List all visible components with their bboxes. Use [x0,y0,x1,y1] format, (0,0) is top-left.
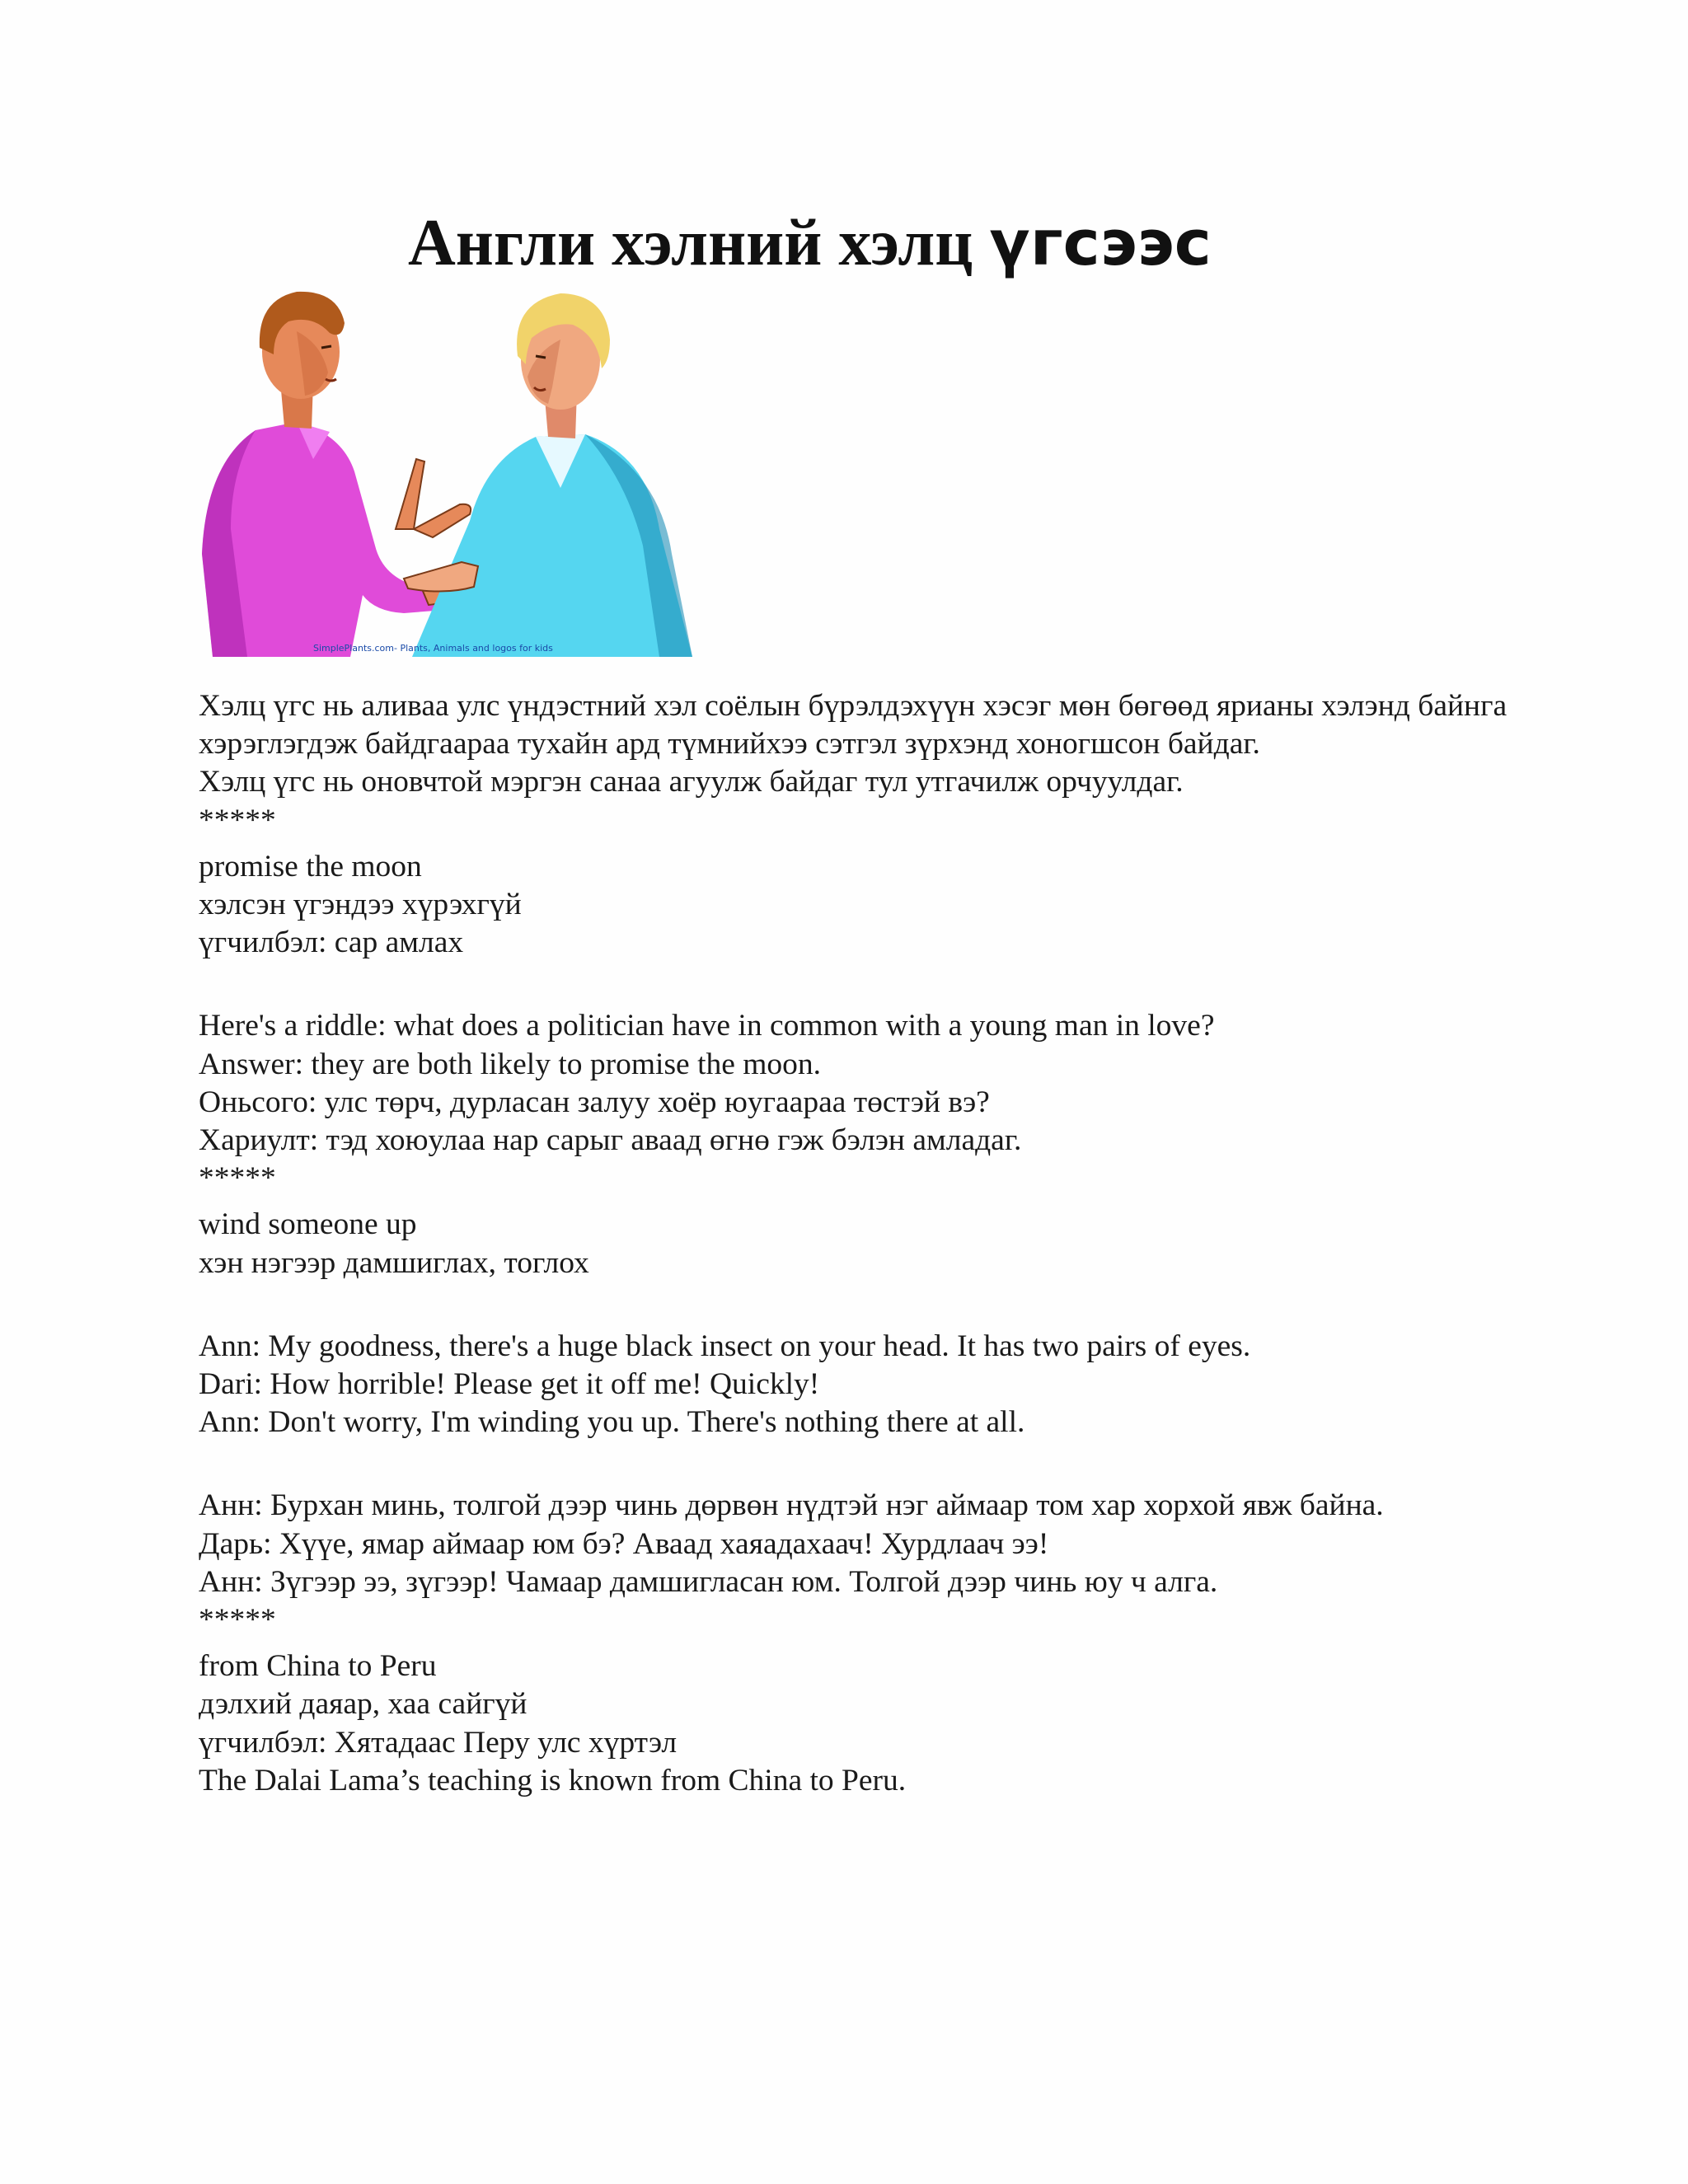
idiom-2-example-en-line: Ann: Don't worry, I'm winding you up. There's nothing there at all. [199,1405,1025,1440]
two-men-talking-illustration [198,282,692,657]
idiom-1-literal: үгчилбэл: сар амлах [199,926,464,960]
idiom-1-example-line: Хариулт: тэд хоюулаа нар сарыг аваад өгнө гэж бэлэн амладаг. [199,1123,1022,1158]
idiom-3-meaning: дэлхий даяар, хаа сайгүй [199,1687,528,1722]
idiom-3-phrase: from China to Peru [199,1649,437,1684]
page-title [408,206,1212,280]
section-separator: ***** [199,1603,276,1638]
idiom-2-example-en-line: Ann: My goodness, there's a huge black insect on your head. It has two pairs of eyes. [199,1329,1251,1363]
intro-paragraph-1: Хэлц үгс нь аливаа улс үндэстний хэл соёлын бүрэлдэхүүн хэсэг мөн бөгөөд ярианы хэлэнд байнга хэрэглэгдэж байдгаараа тухайн ард түмнийхээ сэтгэл зүрхэнд хоногшсон байдаг. [199,689,1507,762]
title-tail-text: үгсээс [989,206,1212,279]
idiom-2-example-mn-line: Анн: Зүгээр ээ, зүгээр! Чамаар дамшигласан юм. Толгой дээр чинь юу ч алга. [199,1564,1218,1599]
illustration-watermark: SimplePlants.com- Plants, Animals and logos for kids [313,643,553,654]
idiom-2-example-en-line: Dari: How horrible! Please get it off me! Quickly! [199,1367,820,1402]
left-man-figure [202,292,474,657]
idiom-2-example-mn-line: Дарь: Хүүе, ямар аймаар юм бэ? Аваад хаяадахаач! Хурдлаач ээ! [199,1526,1049,1561]
idiom-1-example-line: Answer: they are both likely to promise the moon. [199,1047,822,1081]
intro-paragraph-2: Хэлц үгс нь оновчтой мэргэн санаа агуулж байдаг тул утгачилж орчуулдаг. [199,765,1184,799]
title-main-text: Англи хэлний хэлц [408,207,990,279]
idiom-2-meaning: хэн нэгээр дамшиглах, тоглох [199,1245,589,1280]
idiom-2-example-mn-line: Анн: Бурхан минь, толгой дээр чинь дөрвөн нүдтэй нэг аймаар том хар хорхой явж байна. [199,1488,1384,1523]
idiom-1-meaning: хэлсэн үгэндээ хүрэхгүй [199,888,522,922]
idiom-3-literal: үгчилбэл: Хятадаас Перу улс хүртэл [199,1725,678,1760]
document-body [199,687,1550,1800]
idiom-1-phrase: promise the moon [199,849,422,883]
idiom-1-example-line: Here's a riddle: what does a politician have in common with a young man in love? [199,1009,1215,1043]
right-man-figure [404,293,692,657]
section-separator: ***** [199,1161,276,1196]
idiom-2-phrase: wind someone up [199,1207,417,1242]
section-separator: ***** [199,803,276,837]
idiom-3-example: The Dalai Lama’s teaching is known from China to Peru. [199,1763,907,1797]
idiom-1-example-line: Оньсого: улс төрч, дурласан залуу хоёр юугаараа төстэй вэ? [199,1085,990,1119]
